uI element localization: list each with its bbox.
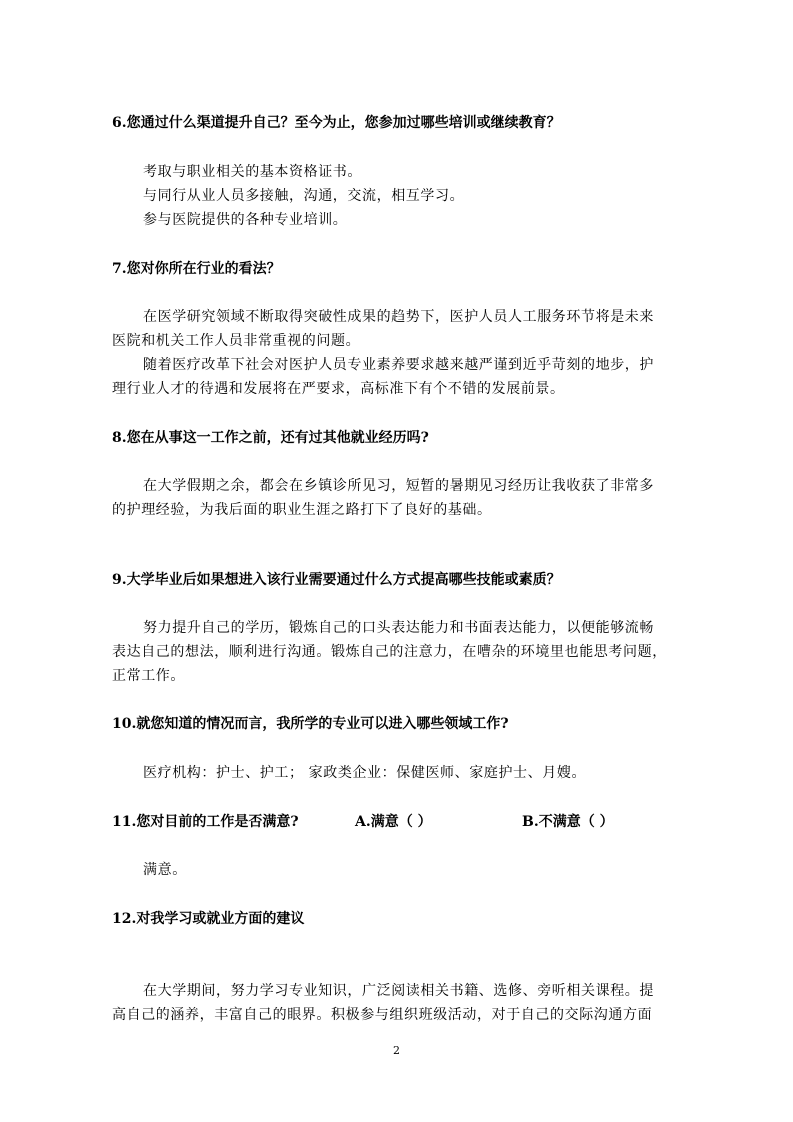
q9-line-2: 表达自己的想法，顺利进行沟通。锻炼自己的注意力，在嘈杂的环境里也能思考问题，: [112, 644, 667, 660]
q12-line-2: 高自己的涵养，丰富自己的眼界。积极参与组织班级活动，对于自己的交际沟通方面: [112, 1007, 653, 1023]
question-10: 10.就您知道的情况而言，我所学的专业可以进入哪些领域工作?: [112, 716, 509, 732]
question-7: 7.您对你所在行业的看法？: [112, 261, 281, 277]
question-12: 12.对我学习或就业方面的建议: [112, 911, 305, 927]
q7-line-4: 理行业人才的待遇和发展将在严要求，高标准下有个不错的发展前景。: [112, 381, 565, 397]
q11-answer: 满意。: [143, 862, 187, 878]
q9-line-1: 努力提升自己的学历，锻炼自己的口头表达能力和书面表达能力，以便能够流畅: [143, 620, 654, 636]
option-b-unsatisfied: B.不满意（ ）: [522, 814, 614, 830]
q6-answer-3: 参与医院提供的各种专业培训。: [143, 212, 348, 228]
q10-answer: 医疗机构：护士、护工； 家政类企业：保健医师、家庭护士、月嫂。: [143, 765, 587, 781]
q8-line-2: 的护理经验，为我后面的职业生涯之路打下了良好的基础。: [112, 502, 492, 518]
question-9: 9.大学毕业后如果想进入该行业需要通过什么方式提高哪些技能或素质？: [112, 572, 561, 588]
question-6: 6.您通过什么渠道提升自己？至今为止，您参加过哪些培训或继续教育？: [112, 115, 561, 131]
q8-line-1: 在大学假期之余，都会在乡镇诊所见习，短暂的暑期见习经历让我收获了非常多: [143, 478, 654, 494]
q12-line-1: 在大学期间，努力学习专业知识，广泛阅读相关书籍、选修、旁听相关课程。提: [143, 983, 654, 999]
question-11: 11.您对目前的工作是否满意?: [112, 814, 299, 830]
q6-answer-2: 与同行从业人员多接触，沟通，交流，相互学习。: [143, 188, 465, 204]
q9-line-3: 正常工作。: [112, 668, 185, 684]
option-a-satisfied: A.满意（ ）: [355, 814, 432, 830]
q7-line-1: 在医学研究领域不断取得突破性成果的趋势下，医护人员人工服务环节将是未来: [143, 309, 654, 325]
question-8: 8.您在从事这一工作之前，还有过其他就业经历吗?: [112, 430, 429, 446]
q6-answer-1: 考取与职业相关的基本资格证书。: [143, 164, 362, 180]
q7-line-3: 随着医疗改革下社会对医护人员专业素养要求越来越严谨到近乎苛刻的地步，护: [143, 357, 654, 373]
q7-line-2: 医院和机关工作人员非常重视的问题。: [112, 333, 361, 349]
page-number: 2: [393, 1044, 400, 1057]
